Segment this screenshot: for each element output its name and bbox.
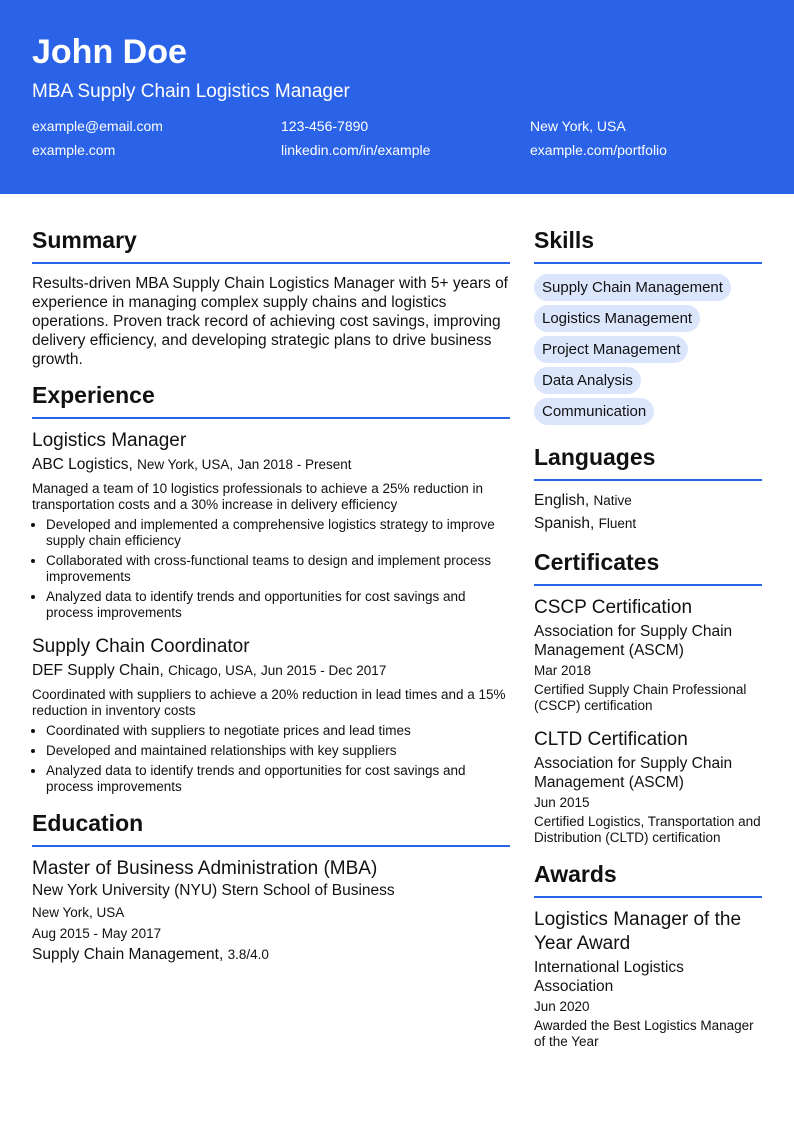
experience-section: [32, 381, 510, 795]
certificate-entry: [534, 596, 762, 714]
award-issuer: International Logistics Association: [534, 959, 684, 995]
linkedin-link[interactable]: linkedin.com/in/example: [281, 142, 431, 158]
language-level: Fluent: [598, 516, 637, 531]
job-description: Coordinated with suppliers to achieve a 20% reduction in lead times and a 15% reduction in inventory costs: [32, 687, 506, 718]
education-major: Supply Chain Management,: [32, 946, 224, 963]
award-description: Awarded the Best Logistics Manager of the Year: [534, 1018, 754, 1049]
certificate-entry: [534, 728, 762, 846]
resume-header: [0, 0, 794, 194]
languages-heading: Languages: [534, 444, 656, 470]
awards-section: [534, 860, 762, 1050]
certificates-heading: Certificates: [534, 549, 660, 575]
section-divider: [534, 584, 762, 586]
job-title: Logistics Manager: [32, 430, 187, 451]
phone-text: 123-456-7890: [281, 118, 369, 134]
language-item: [534, 491, 762, 511]
portfolio-link[interactable]: example.com/portfolio: [530, 142, 667, 158]
summary-text: Results-driven MBA Supply Chain Logistics Manager with 5+ years of experience in managing complex supply chains and logistics operations. Proven track record of achieving cost savings, improving delivery efficiency, and developing strategic plans to drive business growth.: [32, 275, 508, 368]
education-field: [32, 945, 510, 965]
job-entry: [32, 635, 510, 795]
list-item: • Coordinated with suppliers to negotiate prices and lead times: [46, 723, 510, 739]
award-name: Logistics Manager of the Year Award: [534, 909, 742, 954]
list-item: • Developed and implemented a comprehensive logistics strategy to improve supply chain efficiency: [46, 517, 510, 549]
skills-list: [534, 274, 762, 429]
job-location: Chicago, USA,: [168, 663, 257, 678]
section-divider: [32, 845, 510, 847]
education-gpa: 3.8/4.0: [227, 947, 269, 962]
skill-chip: Communication: [534, 398, 654, 425]
language-name: English,: [534, 492, 590, 509]
section-divider: [534, 896, 762, 898]
certificate-description: Certified Supply Chain Professional (CSCP) certification: [534, 682, 747, 713]
job-description: Managed a team of 10 logistics professionals to achieve a 25% reduction in transportation costs and a 30% increase in delivery efficiency: [32, 481, 484, 512]
award-entry: [534, 908, 762, 1050]
skills-heading: Skills: [534, 227, 595, 253]
certificate-name: CSCP Certification: [534, 597, 693, 618]
list-item: • Collaborated with cross-functional teams to design and implement process improvements: [46, 553, 510, 585]
left-column: [32, 226, 510, 965]
section-divider: [32, 417, 510, 419]
job-location: New York, USA,: [137, 457, 234, 472]
job-bullets: [32, 517, 510, 621]
contact-info: [32, 118, 762, 158]
education-section: [32, 809, 510, 965]
language-item: [534, 514, 762, 534]
email-link[interactable]: example@email.com: [32, 118, 163, 134]
candidate-name: John Doe: [32, 33, 187, 71]
job-company: ABC Logistics,: [32, 456, 133, 473]
skill-chip: Supply Chain Management: [534, 274, 731, 301]
education-dates: Aug 2015 - May 2017: [32, 926, 162, 941]
education-heading: Education: [32, 810, 144, 836]
job-title: Supply Chain Coordinator: [32, 636, 250, 657]
section-divider: [534, 479, 762, 481]
job-company: DEF Supply Chain,: [32, 662, 164, 679]
education-location: New York, USA: [32, 905, 125, 920]
certificate-date: Jun 2015: [534, 795, 590, 810]
languages-section: [534, 443, 762, 534]
section-divider: [32, 262, 510, 264]
list-item: • Developed and maintained relationships with key suppliers: [46, 743, 510, 759]
website-link[interactable]: example.com: [32, 142, 116, 158]
summary-section: [32, 226, 510, 369]
certificate-name: CLTD Certification: [534, 729, 688, 750]
summary-heading: Summary: [32, 227, 137, 253]
language-level: Native: [593, 493, 632, 508]
list-item: • Analyzed data to identify trends and opportunities for cost savings and process improvements: [46, 589, 510, 621]
language-name: Spanish,: [534, 515, 595, 532]
job-dates: Jan 2018 - Present: [237, 457, 352, 472]
job-dates: Jun 2015 - Dec 2017: [260, 663, 387, 678]
education-degree: Master of Business Administration (MBA): [32, 858, 378, 879]
skill-chip: Data Analysis: [534, 367, 641, 394]
list-item: • Analyzed data to identify trends and opportunities for cost savings and process improvements: [46, 763, 510, 795]
right-column: [534, 226, 762, 1064]
award-date: Jun 2020: [534, 999, 590, 1014]
location-text: New York, USA: [530, 118, 626, 134]
skills-section: [534, 226, 762, 429]
skill-chip: Project Management: [534, 336, 688, 363]
awards-heading: Awards: [534, 861, 617, 887]
skill-chip: Logistics Management: [534, 305, 700, 332]
certificate-description: Certified Logistics, Transportation and Distribution (CLTD) certification: [534, 814, 761, 845]
certificates-section: [534, 548, 762, 846]
certificate-issuer: Association for Supply Chain Management (ASCM): [534, 755, 733, 791]
certificate-date: Mar 2018: [534, 663, 592, 678]
experience-heading: Experience: [32, 382, 155, 408]
job-meta: [32, 455, 510, 475]
certificate-issuer: Association for Supply Chain Management (ASCM): [534, 623, 733, 659]
job-bullets: [32, 723, 510, 795]
education-school: New York University (NYU) Stern School of Business: [32, 882, 395, 899]
job-meta: [32, 661, 510, 681]
section-divider: [534, 262, 762, 264]
candidate-title: MBA Supply Chain Logistics Manager: [32, 81, 350, 102]
job-entry: [32, 429, 510, 621]
